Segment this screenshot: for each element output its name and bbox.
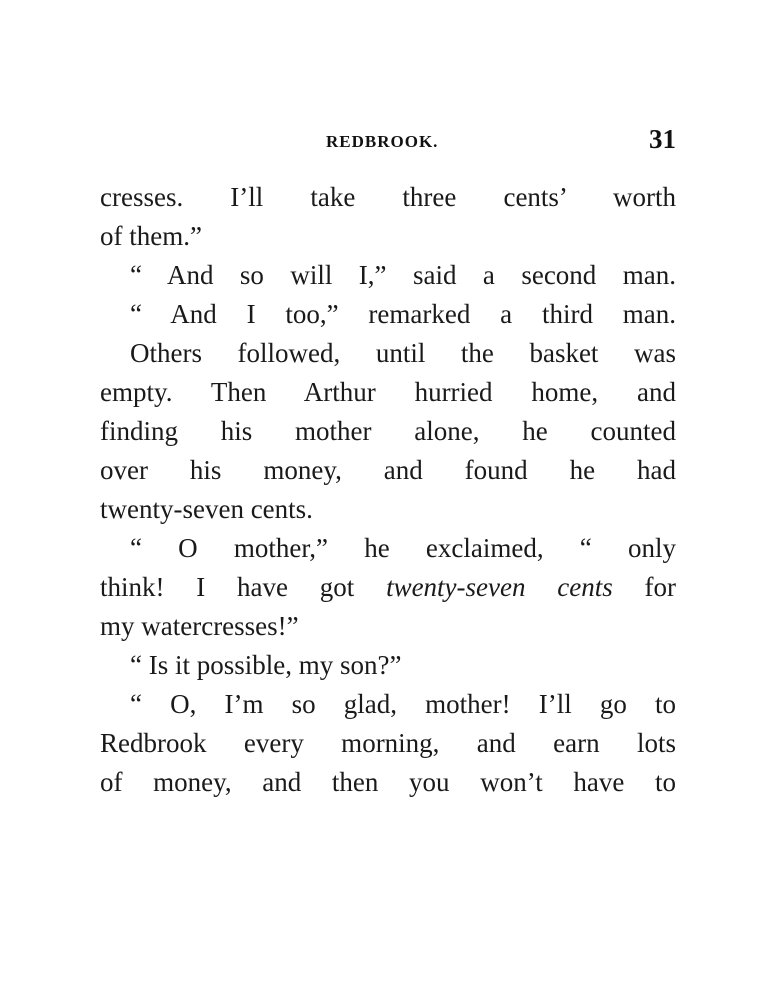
italic-text: twenty-seven cents xyxy=(386,572,613,602)
text-line: Redbrook every morning, and earn lots xyxy=(100,728,676,758)
text-line: “ O, I’m so glad, mother! I’ll go to xyxy=(130,689,676,719)
text-line: twenty-seven cents. xyxy=(100,494,313,524)
text-line: over his money, and found he had xyxy=(100,455,676,485)
body-text xyxy=(100,178,676,802)
running-head: REDBROOK. xyxy=(326,132,439,151)
text-line: Others followed, until the basket was xyxy=(130,338,676,368)
text-line: my watercresses!” xyxy=(100,611,299,641)
page-header xyxy=(100,124,676,160)
text-line: “ And so will I,” said a second man. xyxy=(130,260,676,290)
text-line: “ O mother,” he exclaimed, “ only xyxy=(130,533,676,563)
text-line: of them.” xyxy=(100,221,202,251)
text-line: of money, and then you won’t have to xyxy=(100,767,676,797)
text-line-with-italic xyxy=(100,568,676,607)
text-segment: for xyxy=(612,572,677,602)
text-line: “ And I too,” remarked a third man. xyxy=(130,299,676,329)
page-number: 31 xyxy=(649,124,676,154)
text-line: finding his mother alone, he counted xyxy=(100,416,676,446)
text-line: cresses. I’ll take three cents’ worth xyxy=(100,182,676,212)
text-line: “ Is it possible, my son?” xyxy=(130,650,402,680)
text-line: empty. Then Arthur hurried home, and xyxy=(100,377,676,407)
text-segment: think! I have got xyxy=(100,572,387,602)
